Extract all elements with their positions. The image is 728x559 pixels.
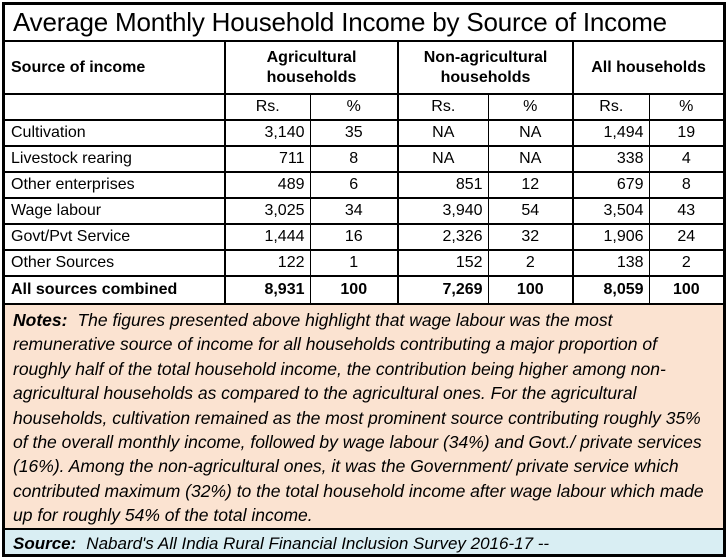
- table-row-govt-pvt-service: [5, 224, 723, 250]
- cell-ag-pct: 1: [310, 250, 398, 276]
- cell-ag-pct: 34: [310, 198, 398, 224]
- cell-ag-pct-total: 100: [310, 276, 398, 304]
- cell-ag-rs: 1,444: [225, 224, 310, 250]
- cell-nonag-rs: 2,326: [398, 224, 488, 250]
- source-label: Source:: [13, 534, 77, 554]
- unit-header-rs: Rs.: [398, 94, 488, 120]
- row-label: Wage labour: [5, 198, 225, 224]
- cell-ag-rs: 489: [225, 172, 310, 198]
- group-header-agricultural: Agricultural households: [225, 42, 398, 94]
- cell-nonag-rs: 152: [398, 250, 488, 276]
- cell-all-rs-total: 8,059: [573, 276, 649, 304]
- group-header-all-households: All households: [573, 42, 723, 94]
- unit-header-rs: Rs.: [573, 94, 649, 120]
- cell-all-rs: 138: [573, 250, 649, 276]
- unit-header-row: [5, 94, 723, 120]
- cell-all-rs: 3,504: [573, 198, 649, 224]
- cell-nonag-rs: 3,940: [398, 198, 488, 224]
- cell-all-pct: 19: [649, 120, 723, 146]
- cell-nonag-pct: 2: [488, 250, 573, 276]
- unit-header-rs: Rs.: [225, 94, 310, 120]
- row-label: Cultivation: [5, 120, 225, 146]
- cell-nonag-rs-total: 7,269: [398, 276, 488, 304]
- cell-all-pct: 24: [649, 224, 723, 250]
- cell-nonag-rs: NA: [398, 120, 488, 146]
- cell-ag-pct: 8: [310, 146, 398, 172]
- cell-ag-pct: 16: [310, 224, 398, 250]
- cell-ag-rs: 711: [225, 146, 310, 172]
- source-section: [5, 530, 723, 557]
- table-row-livestock-rearing: [5, 146, 723, 172]
- cell-all-pct: 8: [649, 172, 723, 198]
- source-text: Nabard's All India Rural Financial Inclusion Survey 2016-17 --: [86, 534, 550, 554]
- cell-nonag-pct: 54: [488, 198, 573, 224]
- row-label: Livestock rearing: [5, 146, 225, 172]
- unit-header-empty: [5, 94, 225, 120]
- cell-nonag-pct: NA: [488, 120, 573, 146]
- cell-nonag-rs: 851: [398, 172, 488, 198]
- table-row-other-enterprises: [5, 172, 723, 198]
- cell-all-rs: 1,906: [573, 224, 649, 250]
- table-row-wage-labour: [5, 198, 723, 224]
- cell-nonag-rs: NA: [398, 146, 488, 172]
- income-table: [5, 42, 723, 305]
- table-header-row: [5, 42, 723, 94]
- income-table-sheet: [2, 2, 726, 557]
- notes-text: The figures presented above highlight that wage labour was the most remunerative source of income for all households contributing a major proportion of roughly half of the total household income, the contribution being higher among non-agricultural households as compared to the agricultural ones. For the agricultural households, cultivation remained as the most prominent source contributing roughly 35% of the overall monthly income, followed by wage labour (34%) and Govt./ private services (16%). Among the non-agricultural ones, it was the Government/ private service which contributed maximum (32%) to the total household income after wage labour which made up for roughly 54% of the total income.: [13, 310, 704, 526]
- cell-ag-rs: 3,025: [225, 198, 310, 224]
- cell-all-pct: 43: [649, 198, 723, 224]
- cell-all-pct: 2: [649, 250, 723, 276]
- cell-nonag-pct-total: 100: [488, 276, 573, 304]
- row-label-total: All sources combined: [5, 276, 225, 304]
- group-header-non-agricultural: Non-agricultural households: [398, 42, 573, 94]
- cell-ag-rs: 122: [225, 250, 310, 276]
- cell-all-rs: 679: [573, 172, 649, 198]
- cell-all-pct: 4: [649, 146, 723, 172]
- notes-label: Notes:: [13, 310, 68, 330]
- table-row-total: [5, 276, 723, 304]
- table-row-other-sources: [5, 250, 723, 276]
- table-row-cultivation: [5, 120, 723, 146]
- row-label: Govt/Pvt Service: [5, 224, 225, 250]
- cell-nonag-pct: NA: [488, 146, 573, 172]
- unit-header-pct: %: [488, 94, 573, 120]
- cell-all-rs: 1,494: [573, 120, 649, 146]
- cell-ag-rs-total: 8,931: [225, 276, 310, 304]
- cell-all-pct-total: 100: [649, 276, 723, 304]
- cell-nonag-pct: 32: [488, 224, 573, 250]
- row-label: Other Sources: [5, 250, 225, 276]
- page-title: Average Monthly Household Income by Source of Income: [5, 5, 723, 42]
- unit-header-pct: %: [649, 94, 723, 120]
- row-label: Other enterprises: [5, 172, 225, 198]
- cell-ag-pct: 35: [310, 120, 398, 146]
- cell-nonag-pct: 12: [488, 172, 573, 198]
- col-header-source-of-income: Source of income: [5, 42, 225, 94]
- notes-section: [5, 305, 723, 530]
- cell-all-rs: 338: [573, 146, 649, 172]
- cell-ag-rs: 3,140: [225, 120, 310, 146]
- unit-header-pct: %: [310, 94, 398, 120]
- cell-ag-pct: 6: [310, 172, 398, 198]
